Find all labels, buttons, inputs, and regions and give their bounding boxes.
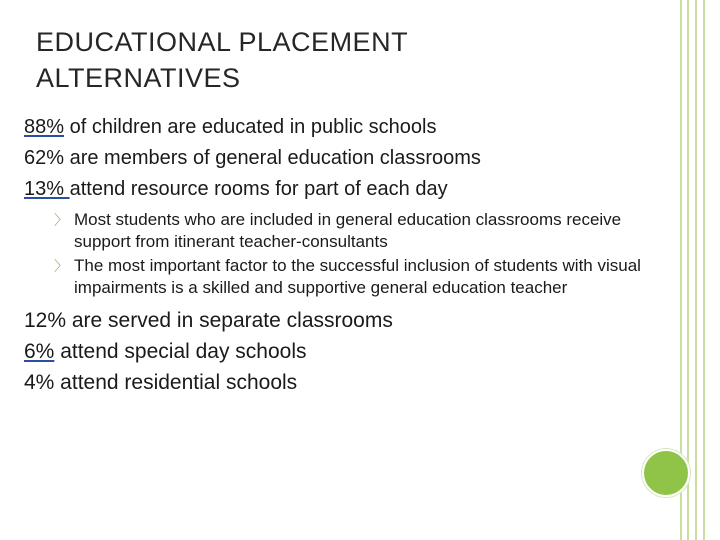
bullet-line-separate-classrooms xyxy=(24,305,664,336)
bullet-line-general-education xyxy=(24,143,664,174)
bullet-line-residential-schools xyxy=(24,367,664,398)
decorative-border-line xyxy=(695,0,697,540)
sub-bullet-item xyxy=(54,209,664,253)
slide-title xyxy=(36,24,656,96)
sub-bullet-text: Most students who are included in general education classrooms receive support from itinerant teacher-consultants xyxy=(74,210,622,251)
slide-body xyxy=(24,112,664,398)
bullet-line-resource-rooms xyxy=(24,174,664,205)
percent-link-88[interactable]: 88% xyxy=(24,116,65,138)
percent-link-13[interactable]: 13% xyxy=(24,178,70,200)
bullet-line-text: 12% are served in separate classrooms xyxy=(24,309,393,332)
slide-title-line-1: EDUCATIONAL PLACEMENT xyxy=(36,27,409,57)
bullet-line-text: 62% are members of general education classrooms xyxy=(24,147,481,169)
bullet-line-text: attend special day schools xyxy=(54,340,307,363)
triangle-bullet-icon: 〉 xyxy=(54,258,68,274)
bullet-line-public-schools xyxy=(24,112,664,143)
sub-bullet-list xyxy=(54,209,664,299)
decorative-border-line xyxy=(703,0,705,540)
sub-bullet-item xyxy=(54,255,664,299)
green-circle-decoration xyxy=(642,449,690,497)
sub-bullet-text: The most important factor to the successful inclusion of students with visual impairments is a skilled and supportive general education teacher xyxy=(74,256,641,297)
bullet-line-text: attend resource rooms for part of each day xyxy=(69,178,448,200)
decorative-border-line xyxy=(687,0,689,540)
triangle-bullet-icon: 〉 xyxy=(54,212,68,228)
bullet-line-text: of children are educated in public schools xyxy=(64,116,437,138)
bullet-line-text: 4% attend residential schools xyxy=(24,371,298,394)
bullet-line-special-day-schools xyxy=(24,336,664,367)
percent-link-6[interactable]: 6% xyxy=(24,340,55,363)
slide-title-line-2: ALTERNATIVES xyxy=(36,63,241,93)
